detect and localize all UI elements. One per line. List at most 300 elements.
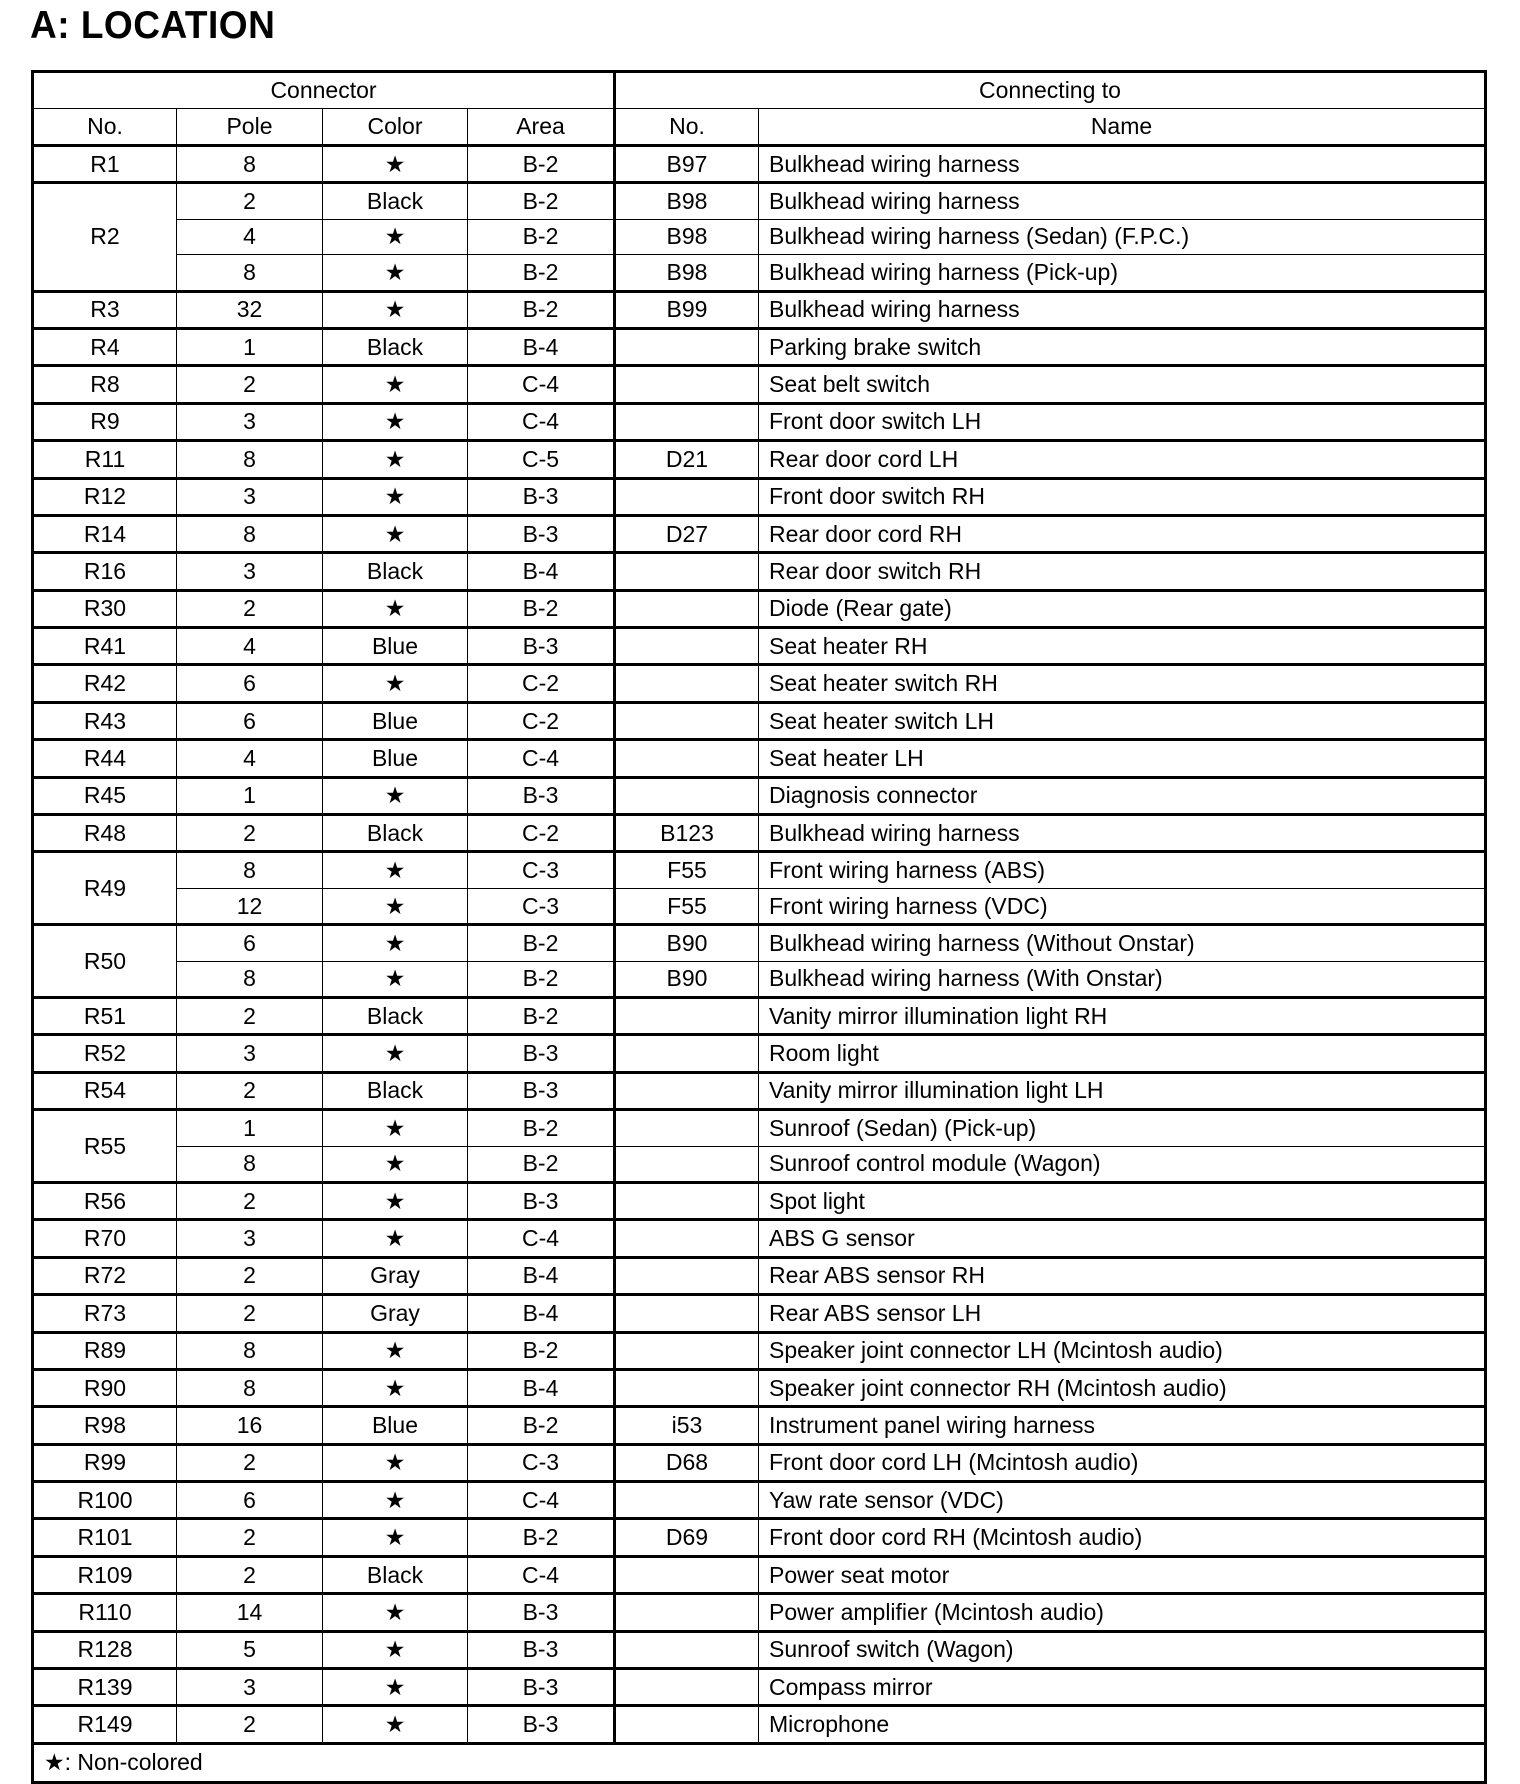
connecting-to-name: Seat heater RH [759,628,1486,665]
connector-color: Blue [323,740,468,777]
table-row [33,1035,1486,1072]
connector-color: ★ [323,665,468,702]
connector-no: R48 [33,815,177,852]
table-row [33,1182,1486,1219]
connecting-to-no [615,997,759,1034]
connector-location-table [31,70,1487,1784]
table-row [33,1332,1486,1369]
connector-color: ★ [323,441,468,478]
connecting-to-name: Rear ABS sensor RH [759,1257,1486,1294]
connector-no: R72 [33,1257,177,1294]
table-row [33,852,1486,888]
connecting-to-name: Sunroof control module (Wagon) [759,1146,1486,1182]
area-code: B-3 [468,478,615,515]
connector-color: Black [323,553,468,590]
connecting-to-name: Bulkhead wiring harness (With Onstar) [759,961,1486,997]
connecting-to-name: Diode (Rear gate) [759,590,1486,627]
connecting-to-name: Sunroof switch (Wagon) [759,1631,1486,1668]
pole-count: 8 [177,1332,323,1369]
connecting-to-name: Spot light [759,1182,1486,1219]
connector-color: Black [323,328,468,365]
connecting-to-name: Rear ABS sensor LH [759,1295,1486,1332]
connecting-to-name: Front door switch LH [759,403,1486,440]
pole-count: 14 [177,1594,323,1631]
pole-count: 2 [177,366,323,403]
table-row [33,590,1486,627]
connecting-to-no [615,1182,759,1219]
connector-color: ★ [323,1110,468,1146]
connector-no: R14 [33,515,177,552]
pole-count: 2 [177,1706,323,1743]
connecting-to-name: Sunroof (Sedan) (Pick-up) [759,1110,1486,1146]
connector-color: ★ [323,366,468,403]
col-header-name: Name [759,109,1486,146]
connecting-to-name: Front wiring harness (ABS) [759,852,1486,888]
connector-no: R89 [33,1332,177,1369]
area-code: B-3 [468,1669,615,1706]
area-code: C-4 [468,1482,615,1519]
area-code: B-4 [468,1257,615,1294]
connector-color: ★ [323,1444,468,1481]
table-row [33,1482,1486,1519]
connector-color: Black [323,997,468,1034]
connector-no: R3 [33,291,177,328]
connecting-to-no [615,1035,759,1072]
pole-count: 8 [177,961,323,997]
connecting-to-name: Parking brake switch [759,328,1486,365]
table-row [33,740,1486,777]
connector-color: ★ [323,1220,468,1257]
table-row [33,1220,1486,1257]
connector-no: R12 [33,478,177,515]
connecting-to-name: Front door switch RH [759,478,1486,515]
area-code: B-2 [468,590,615,627]
table-row [33,1631,1486,1668]
area-code: B-2 [468,255,615,291]
pole-count: 8 [177,515,323,552]
connecting-to-no [615,553,759,590]
connecting-to-name: Bulkhead wiring harness [759,291,1486,328]
pole-count: 6 [177,702,323,739]
pole-count: 2 [177,997,323,1034]
table-row [33,702,1486,739]
pole-count: 3 [177,1035,323,1072]
connecting-to-name: ABS G sensor [759,1220,1486,1257]
table-row [33,328,1486,365]
connecting-to-name: Microphone [759,1706,1486,1743]
connector-no: R51 [33,997,177,1034]
connector-color: Black [323,1556,468,1593]
connecting-to-name: Front wiring harness (VDC) [759,888,1486,924]
connector-no: R49 [33,852,177,925]
connector-no: R98 [33,1407,177,1444]
connector-no: R70 [33,1220,177,1257]
connecting-to-no [615,1482,759,1519]
connecting-to-name: Bulkhead wiring harness (Sedan) (F.P.C.) [759,219,1486,254]
connector-color: ★ [323,1369,468,1406]
connecting-to-no: B97 [615,146,759,183]
connector-color: ★ [323,219,468,254]
connecting-to-name: Seat heater switch LH [759,702,1486,739]
connecting-to-name: Speaker joint connector RH (Mcintosh audio) [759,1369,1486,1406]
connector-color: Blue [323,628,468,665]
connector-color: ★ [323,1332,468,1369]
table-row [33,1594,1486,1631]
col-header-no: No. [33,109,177,146]
table-row [33,553,1486,590]
connecting-to-no [615,366,759,403]
pole-count: 1 [177,777,323,814]
pole-count: 1 [177,1110,323,1146]
connector-no: R56 [33,1182,177,1219]
connector-no: R2 [33,183,177,291]
connecting-to-name: Diagnosis connector [759,777,1486,814]
table-row [33,146,1486,183]
pole-count: 8 [177,441,323,478]
connector-no: R109 [33,1556,177,1593]
area-code: C-2 [468,702,615,739]
connecting-to-no [615,777,759,814]
pole-count: 3 [177,1669,323,1706]
col-header-area: Area [468,109,615,146]
area-code: B-3 [468,515,615,552]
connector-color: Black [323,183,468,219]
area-code: B-3 [468,1182,615,1219]
area-code: B-4 [468,1369,615,1406]
connector-color: ★ [323,1594,468,1631]
connector-color: ★ [323,291,468,328]
connector-color: ★ [323,590,468,627]
table-row [33,1110,1486,1146]
area-code: B-4 [468,553,615,590]
connector-group-header: Connector [33,72,615,109]
table-row [33,961,1486,997]
pole-count: 2 [177,1072,323,1109]
connecting-to-name: Power seat motor [759,1556,1486,1593]
table-row [33,183,1486,219]
connector-color: ★ [323,1519,468,1556]
table-row [33,777,1486,814]
pole-count: 2 [177,1182,323,1219]
connecting-to-name: Speaker joint connector LH (Mcintosh audio) [759,1332,1486,1369]
connecting-to-no [615,665,759,702]
connecting-to-no [615,740,759,777]
area-code: C-4 [468,740,615,777]
pole-count: 3 [177,553,323,590]
pole-count: 8 [177,255,323,291]
pole-count: 6 [177,665,323,702]
connecting-to-group-header: Connecting to [615,72,1486,109]
area-code: B-3 [468,1706,615,1743]
pole-count: 16 [177,1407,323,1444]
connector-no: R110 [33,1594,177,1631]
connector-no: R8 [33,366,177,403]
connector-no: R101 [33,1519,177,1556]
table-row [33,815,1486,852]
connector-color: ★ [323,1182,468,1219]
area-code: B-2 [468,1146,615,1182]
table-row [33,1257,1486,1294]
connector-no: R9 [33,403,177,440]
area-code: B-2 [468,961,615,997]
connecting-to-no: B90 [615,925,759,961]
area-code: B-2 [468,146,615,183]
connector-no: R42 [33,665,177,702]
pole-count: 3 [177,403,323,440]
connecting-to-name: Bulkhead wiring harness [759,183,1486,219]
connector-no: R55 [33,1110,177,1183]
connector-no: R52 [33,1035,177,1072]
connecting-to-name: Bulkhead wiring harness (Without Onstar) [759,925,1486,961]
connecting-to-no [615,403,759,440]
connector-no: R4 [33,328,177,365]
connecting-to-no [615,1072,759,1109]
table-row [33,1669,1486,1706]
table-row [33,1369,1486,1406]
connector-no: R128 [33,1631,177,1668]
connector-color: ★ [323,403,468,440]
area-code: B-3 [468,777,615,814]
connector-color: Gray [323,1295,468,1332]
connecting-to-no: F55 [615,888,759,924]
table-row [33,1295,1486,1332]
connector-no: R44 [33,740,177,777]
pole-count: 8 [177,1369,323,1406]
connecting-to-no: D68 [615,1444,759,1481]
area-code: B-4 [468,328,615,365]
connecting-to-name: Vanity mirror illumination light RH [759,997,1486,1034]
pole-count: 1 [177,328,323,365]
pole-count: 8 [177,146,323,183]
pole-count: 2 [177,815,323,852]
pole-count: 2 [177,1556,323,1593]
connecting-to-name: Room light [759,1035,1486,1072]
area-code: B-2 [468,997,615,1034]
pole-count: 3 [177,478,323,515]
connecting-to-no [615,478,759,515]
connecting-to-name: Compass mirror [759,1669,1486,1706]
table-row [33,1706,1486,1743]
connecting-to-no [615,1594,759,1631]
table-row [33,219,1486,254]
connecting-to-no: i53 [615,1407,759,1444]
connector-no: R50 [33,925,177,998]
connector-no: R11 [33,441,177,478]
connector-color: ★ [323,925,468,961]
area-code: B-3 [468,1035,615,1072]
connector-no: R54 [33,1072,177,1109]
connecting-to-no: B123 [615,815,759,852]
pole-count: 3 [177,1220,323,1257]
pole-count: 8 [177,852,323,888]
connecting-to-name: Seat heater switch RH [759,665,1486,702]
table-row [33,1444,1486,1481]
table-row [33,1146,1486,1182]
connector-no: R30 [33,590,177,627]
pole-count: 12 [177,888,323,924]
col-header-color: Color [323,109,468,146]
connecting-to-no [615,1257,759,1294]
connecting-to-no [615,702,759,739]
area-code: B-3 [468,1631,615,1668]
pole-count: 6 [177,1482,323,1519]
connecting-to-name: Seat belt switch [759,366,1486,403]
page-title: A: LOCATION [30,4,276,47]
connecting-to-no [615,1295,759,1332]
connector-color: ★ [323,1146,468,1182]
pole-count: 4 [177,219,323,254]
connector-no: R73 [33,1295,177,1332]
connecting-to-name: Instrument panel wiring harness [759,1407,1486,1444]
connecting-to-no: B98 [615,183,759,219]
connecting-to-no [615,1556,759,1593]
table-row [33,441,1486,478]
connecting-to-no [615,590,759,627]
connector-no: R1 [33,146,177,183]
table-row [33,1519,1486,1556]
pole-count: 4 [177,628,323,665]
connector-color: Blue [323,702,468,739]
pole-count: 8 [177,1146,323,1182]
connecting-to-name: Rear door cord LH [759,441,1486,478]
pole-count: 4 [177,740,323,777]
connector-color: ★ [323,146,468,183]
connecting-to-name: Seat heater LH [759,740,1486,777]
connecting-to-name: Vanity mirror illumination light LH [759,1072,1486,1109]
table-row [33,255,1486,291]
area-code: B-2 [468,1407,615,1444]
area-code: B-3 [468,628,615,665]
connector-no: R139 [33,1669,177,1706]
area-code: C-4 [468,366,615,403]
connector-color: ★ [323,515,468,552]
connector-color: ★ [323,1482,468,1519]
connecting-to-no [615,1220,759,1257]
table-row [33,1407,1486,1444]
connecting-to-name: Bulkhead wiring harness (Pick-up) [759,255,1486,291]
connecting-to-no [615,1110,759,1146]
table-row [33,403,1486,440]
area-code: C-5 [468,441,615,478]
pole-count: 5 [177,1631,323,1668]
col-header-pole: Pole [177,109,323,146]
area-code: C-3 [468,852,615,888]
table-row [33,997,1486,1034]
connecting-to-no: D27 [615,515,759,552]
table-row [33,888,1486,924]
connector-color: ★ [323,1669,468,1706]
area-code: B-2 [468,291,615,328]
area-code: B-3 [468,1072,615,1109]
table-row [33,478,1486,515]
pole-count: 6 [177,925,323,961]
area-code: C-4 [468,1220,615,1257]
connector-color: ★ [323,888,468,924]
connecting-to-no [615,1631,759,1668]
connector-color: Black [323,815,468,852]
area-code: B-2 [468,1519,615,1556]
area-code: B-2 [468,1110,615,1146]
connector-no: R16 [33,553,177,590]
table-row [33,628,1486,665]
area-code: C-4 [468,403,615,440]
connector-color: ★ [323,255,468,291]
connector-no: R45 [33,777,177,814]
connector-color: ★ [323,961,468,997]
table-row [33,291,1486,328]
connecting-to-no: D21 [615,441,759,478]
connector-no: R100 [33,1482,177,1519]
table-row [33,925,1486,961]
connecting-to-name: Power amplifier (Mcintosh audio) [759,1594,1486,1631]
connecting-to-no: B90 [615,961,759,997]
area-code: C-2 [468,815,615,852]
area-code: B-2 [468,925,615,961]
connector-color: ★ [323,1631,468,1668]
connector-no: R90 [33,1369,177,1406]
connecting-to-no: D69 [615,1519,759,1556]
connector-no: R43 [33,702,177,739]
connector-color: Blue [323,1407,468,1444]
pole-count: 2 [177,1257,323,1294]
connecting-to-name: Bulkhead wiring harness [759,815,1486,852]
footnote: ★: Non-colored [33,1743,1486,1782]
connecting-to-no [615,1706,759,1743]
table-row [33,1556,1486,1593]
connecting-to-name: Front door cord LH (Mcintosh audio) [759,1444,1486,1481]
connecting-to-name: Rear door cord RH [759,515,1486,552]
connecting-to-no: B99 [615,291,759,328]
pole-count: 2 [177,1519,323,1556]
table-row [33,366,1486,403]
area-code: B-2 [468,219,615,254]
table-body [33,146,1486,1744]
area-code: B-3 [468,1594,615,1631]
connecting-to-no [615,1369,759,1406]
connecting-to-no [615,1332,759,1369]
pole-count: 32 [177,291,323,328]
connector-no: R41 [33,628,177,665]
area-code: B-2 [468,183,615,219]
connecting-to-name: Bulkhead wiring harness [759,146,1486,183]
table-row [33,1072,1486,1109]
pole-count: 2 [177,183,323,219]
area-code: B-2 [468,1332,615,1369]
area-code: C-4 [468,1556,615,1593]
area-code: C-2 [468,665,615,702]
table-row [33,515,1486,552]
area-code: C-3 [468,888,615,924]
pole-count: 2 [177,1444,323,1481]
table-row [33,665,1486,702]
connecting-to-no [615,1669,759,1706]
connector-color: ★ [323,1035,468,1072]
connector-no: R149 [33,1706,177,1743]
connecting-to-no: B98 [615,219,759,254]
area-code: C-3 [468,1444,615,1481]
connector-no: R99 [33,1444,177,1481]
connecting-to-name: Yaw rate sensor (VDC) [759,1482,1486,1519]
connecting-to-no: F55 [615,852,759,888]
col-header-to-no: No. [615,109,759,146]
pole-count: 2 [177,1295,323,1332]
connector-color: ★ [323,1706,468,1743]
connecting-to-no [615,328,759,365]
connector-color: ★ [323,777,468,814]
connecting-to-name: Front door cord RH (Mcintosh audio) [759,1519,1486,1556]
connecting-to-no: B98 [615,255,759,291]
connector-color: Gray [323,1257,468,1294]
